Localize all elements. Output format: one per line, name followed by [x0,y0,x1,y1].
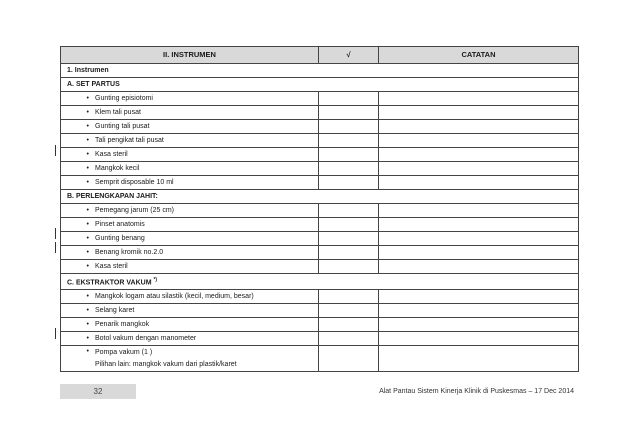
bullet-icon: • [86,178,89,186]
notes-cell[interactable] [379,176,579,190]
header-check: √ [319,47,379,64]
bullet-icon: • [86,220,89,228]
notes-cell[interactable] [379,332,579,346]
notes-cell[interactable] [379,318,579,332]
instrument-item [61,332,319,346]
table-row [61,92,579,106]
header-instrumen: II. INSTRUMEN [61,47,319,64]
instrument-item [61,120,319,134]
instrument-item [61,218,319,232]
item-label: Semprit disposable 10 ml [95,178,174,186]
instrument-item [61,260,319,274]
item-label: Selang karet [95,306,135,314]
instrument-item [61,106,319,120]
check-cell[interactable] [319,232,379,246]
bullet-icon: • [86,234,89,242]
section-label [61,190,579,204]
bullet-icon: • [86,306,89,314]
notes-cell[interactable] [379,246,579,260]
check-cell[interactable] [319,204,379,218]
check-cell[interactable] [319,304,379,318]
footer-title: Alat Pantau Sistem Kinerja Klinik di Puskesmas – 17 Dec 2014 [379,388,574,395]
table-row [61,176,579,190]
notes-cell[interactable] [379,106,579,120]
check-cell[interactable] [319,218,379,232]
instrument-item [61,290,319,304]
footnote-marker: *) [153,277,158,283]
notes-cell[interactable] [379,304,579,318]
item-note: Pilihan lain: mangkok vakum dari plastik/karet [95,361,237,369]
instrument-item [61,346,319,372]
check-cell[interactable] [319,176,379,190]
notes-cell[interactable] [379,120,579,134]
bullet-icon: • [86,122,89,130]
bullet-icon: • [86,164,89,172]
item-label: Mangkok logam atau silastik (kecil, medium, besar) [95,292,254,300]
section-label-text: 1. Instrumen [67,66,109,74]
table-row [61,106,579,120]
notes-cell[interactable] [379,232,579,246]
bullet-icon: • [86,348,89,356]
item-label: Gunting tali pusat [95,122,150,130]
notes-cell[interactable] [379,260,579,274]
table-row [61,162,579,176]
item-label: Mangkok kecil [95,164,140,172]
section-row [61,190,579,204]
table-body [61,64,579,372]
bullet-icon: • [86,248,89,256]
notes-cell[interactable] [379,148,579,162]
section-label-text: B. PERLENGKAPAN JAHIT: [67,192,158,200]
check-cell[interactable] [319,346,379,372]
margin-mark [55,145,56,156]
check-cell[interactable] [319,134,379,148]
bullet-icon: • [86,108,89,116]
bullet-icon: • [86,262,89,270]
instrument-item [61,162,319,176]
check-cell[interactable] [319,318,379,332]
item-label: Gunting benang [95,234,145,242]
table-row [61,218,579,232]
margin-mark [55,228,56,239]
section-row [61,274,579,290]
table-row [61,120,579,134]
item-label: Penarik mangkok [95,320,150,328]
instrument-item [61,232,319,246]
margin-mark [55,328,56,339]
bullet-icon: • [86,206,89,214]
item-label: Klem tali pusat [95,108,141,116]
header-catatan: CATATAN [379,47,579,64]
table-row [61,134,579,148]
instrument-item [61,204,319,218]
section-label-text: A. SET PARTUS [67,80,120,88]
section-label [61,78,579,92]
item-label: Pompa vakum (1 ) [95,349,153,357]
item-label: Benang kromik no.2.0 [95,248,164,256]
item-label: Gunting episiotomi [95,94,153,102]
section-label [61,64,579,78]
page-number: 32 [60,384,136,399]
item-label: Pemegang jarum (25 cm) [95,206,174,214]
table-row [61,332,579,346]
check-cell[interactable] [319,246,379,260]
check-cell[interactable] [319,290,379,304]
table-row [61,304,579,318]
bullet-icon: • [86,320,89,328]
notes-cell[interactable] [379,162,579,176]
item-label: Kasa steril [95,262,128,270]
check-cell[interactable] [319,92,379,106]
section-row [61,78,579,92]
instrument-item [61,92,319,106]
instrument-item [61,148,319,162]
instrument-item [61,304,319,318]
table-header-row [61,47,579,64]
table-row [61,290,579,304]
table-row [61,260,579,274]
table-row [61,148,579,162]
section-label-text: C. EKSTRAKTOR VAKUM [67,279,152,287]
check-cell[interactable] [319,162,379,176]
notes-cell[interactable] [379,204,579,218]
notes-cell[interactable] [379,134,579,148]
margin-mark [55,242,56,253]
section-row [61,64,579,78]
check-cell[interactable] [319,260,379,274]
table-row [61,346,579,372]
item-label: Pinset anatomis [95,220,145,228]
section-label [61,274,579,290]
table-row [61,232,579,246]
instrument-checklist-table [60,46,579,372]
notes-cell[interactable] [379,290,579,304]
check-cell[interactable] [319,332,379,346]
notes-cell[interactable] [379,92,579,106]
bullet-icon: • [86,334,89,342]
table-row [61,246,579,260]
check-cell[interactable] [319,106,379,120]
table-row [61,204,579,218]
notes-cell[interactable] [379,218,579,232]
check-cell[interactable] [319,148,379,162]
item-label: Tali pengikat tali pusat [95,136,164,144]
instrument-item [61,318,319,332]
item-label: Kasa steril [95,150,128,158]
check-cell[interactable] [319,120,379,134]
bullet-icon: • [86,94,89,102]
table-row [61,318,579,332]
bullet-icon: • [86,136,89,144]
instrument-item [61,134,319,148]
bullet-icon: • [86,150,89,158]
instrument-item [61,246,319,260]
instrument-item [61,176,319,190]
item-label: Botol vakum dengan manometer [95,334,197,342]
notes-cell[interactable] [379,346,579,372]
bullet-icon: • [86,292,89,300]
